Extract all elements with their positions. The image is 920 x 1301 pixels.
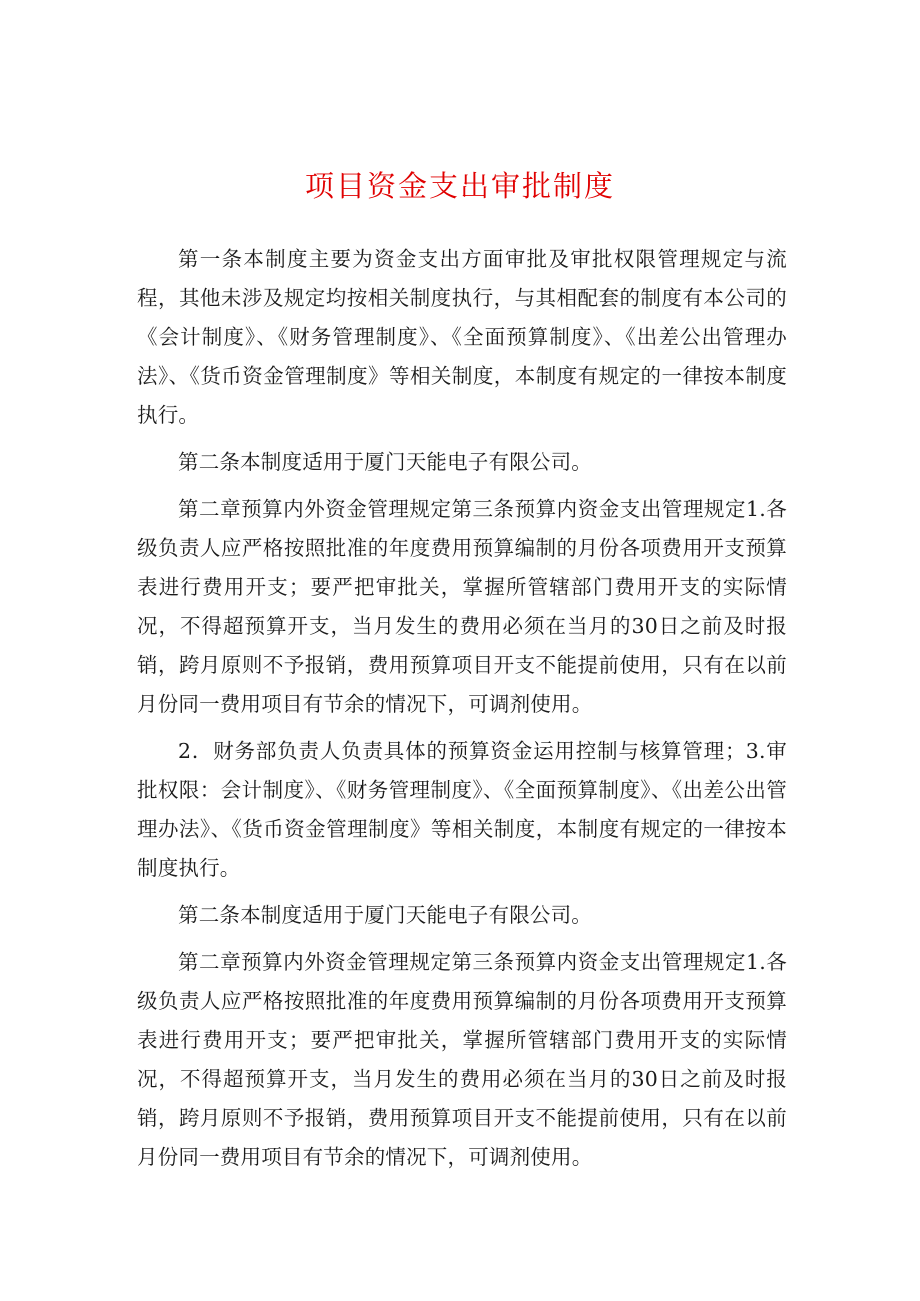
paragraph-chapter-2-article-3-repeat: 第二章预算内外资金管理规定第三条预算内资金支出管理规定1.各级负责人应严格按照批准的年度费用预算编制的月份各项费用开支预算表进行费用开支；要严把审批关，掌握所管辖部门费用开支的实际情况，不得超预算开支，当月发生的费用必须在当月的30日之前及时报销，跨月原则不予报销，费用预算项目开支不能提前使用，只有在以前月份同一费用项目有节余的情况下，可调剂使用。 [137, 950, 787, 1169]
paragraph-item-2-3: 2．财务部负责人负责具体的预算资金运用控制与核算管理；3.审批权限：会计制度》、《财务管理制度》、《全面预算制度》、《出差公出管理办法》、《货币资金管理制度》等相关制度，本制度有规定的一律按本制度执行。 [137, 739, 787, 880]
paragraph-article-1: 第一条本制度主要为资金支出方面审批及审批权限管理规定与流程，其他未涉及规定均按相关制度执行，与其相配套的制度有本公司的《会计制度》、《财务管理制度》、《全面预算制度》、《出差公出管理办法》、《货币资金管理制度》等相关制度，本制度有规定的一律按本制度执行。 [137, 247, 787, 427]
document-title: 项目资金支出审批制度 [304, 169, 615, 203]
paragraph-chapter-2-article-3: 第二章预算内外资金管理规定第三条预算内资金支出管理规定1.各级负责人应严格按照批准的年度费用预算编制的月份各项费用开支预算表进行费用开支；要严把审批关，掌握所管辖部门费用开支的实际情况，不得超预算开支，当月发生的费用必须在当月的30日之前及时报销，跨月原则不予报销，费用预算项目开支不能提前使用，只有在以前月份同一费用项目有节余的情况下，可调剂使用。 [137, 497, 787, 716]
document-body [137, 240, 787, 1185]
paragraph-article-2: 第二条本制度适用于厦门天能电子有限公司。 [178, 450, 592, 474]
paragraph-article-2-repeat: 第二条本制度适用于厦门天能电子有限公司。 [178, 903, 592, 927]
